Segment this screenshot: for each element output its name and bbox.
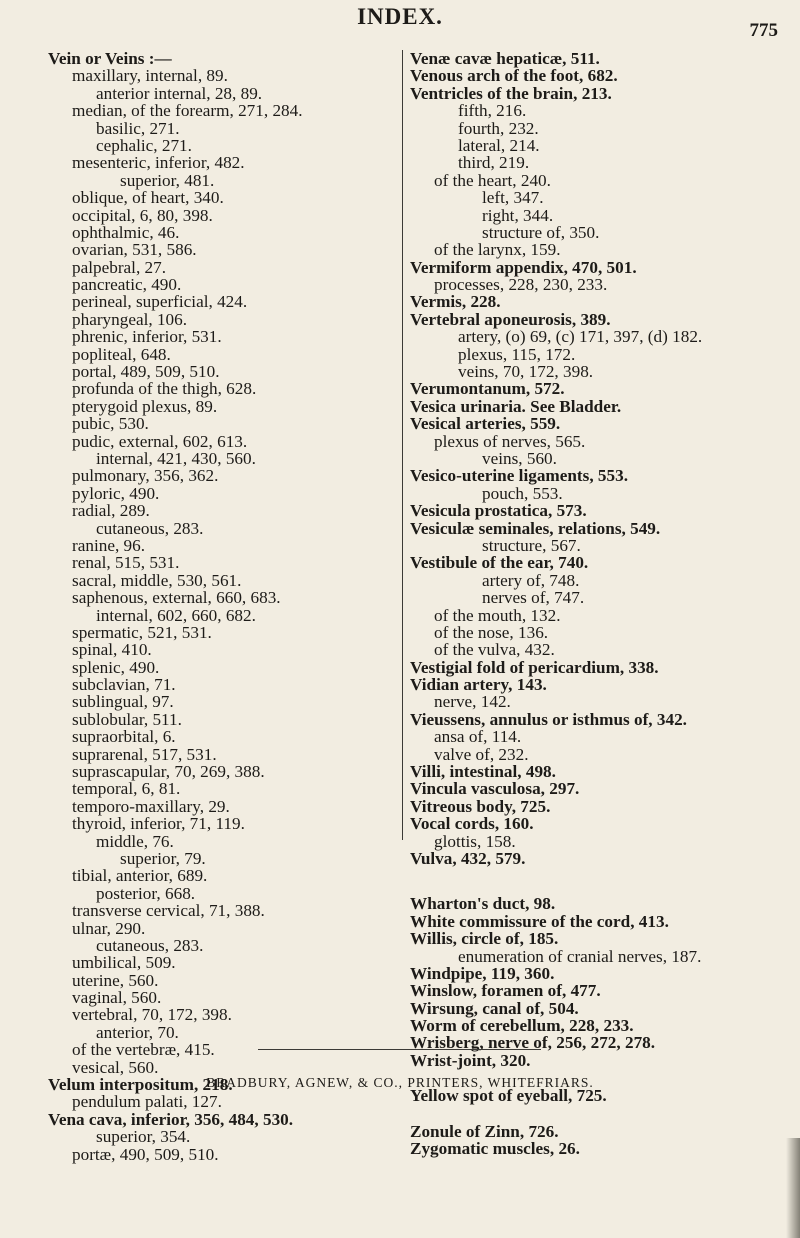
index-subentry: valve of, 232. bbox=[434, 744, 529, 764]
index-subentry: thyroid, inferior, 71, 119. bbox=[72, 814, 245, 834]
index-subentry: sacral, middle, 530, 561. bbox=[72, 570, 242, 590]
page-number: 775 bbox=[749, 20, 778, 41]
index-subentry: of the larynx, 159. bbox=[434, 240, 561, 260]
index-column-right bbox=[402, 49, 800, 1159]
index-subentry: occipital, 6, 80, 398. bbox=[72, 205, 213, 225]
index-subentry: ranine, 96. bbox=[72, 535, 146, 555]
index-subentry: lateral, 214. bbox=[458, 135, 540, 155]
index-entry: Wrist-joint, 320. bbox=[410, 1050, 531, 1070]
index-subentry: anterior, 70. bbox=[96, 1022, 179, 1042]
index-entry: Vitreous body, 725. bbox=[410, 796, 551, 816]
index-subentry: superior, 79. bbox=[120, 848, 206, 868]
index-subentry: fourth, 232. bbox=[458, 118, 539, 138]
index-subentry: median, of the forearm, 271, 284. bbox=[72, 101, 303, 121]
index-subentry: profunda of the thigh, 628. bbox=[72, 379, 257, 399]
index-entry: Vertebral aponeurosis, 389. bbox=[410, 309, 611, 329]
index-entry: Verumontanum, 572. bbox=[410, 379, 565, 399]
index-entry: Vulva, 432, 579. bbox=[410, 848, 526, 868]
index-subentry: pudic, external, 602, 613. bbox=[72, 431, 248, 451]
index-subentry: pancreatic, 490. bbox=[72, 275, 182, 295]
index-subentry: right, 344. bbox=[482, 205, 554, 225]
page-header bbox=[0, 0, 800, 40]
index-subentry: mesenteric, inferior, 482. bbox=[72, 153, 245, 173]
index-subentry: veins, 70, 172, 398. bbox=[458, 362, 594, 382]
index-subentry: ovarian, 531, 586. bbox=[72, 240, 197, 260]
index-entry: Velum interpositum, 218. bbox=[48, 1075, 233, 1095]
index-subentry: pouch, 553. bbox=[482, 483, 563, 503]
index-subentry: cephalic, 271. bbox=[96, 135, 192, 155]
index-subentry: plexus of nerves, 565. bbox=[434, 431, 586, 451]
index-entry: Venæ cavæ hepaticæ, 511. bbox=[410, 49, 600, 68]
index-subentry: vesical, 560. bbox=[72, 1057, 159, 1077]
index-subentry: portal, 489, 509, 510. bbox=[72, 362, 220, 382]
index-subentry: portæ, 490, 509, 510. bbox=[72, 1144, 219, 1164]
footer-rule bbox=[258, 1049, 541, 1050]
index-entry: Worm of cerebellum, 228, 233. bbox=[410, 1016, 634, 1036]
index-subentry: tibial, anterior, 689. bbox=[72, 866, 208, 886]
index-subentry: temporo-maxillary, 29. bbox=[72, 796, 230, 816]
index-entry: Vidian artery, 143. bbox=[410, 675, 547, 695]
running-head: INDEX. bbox=[357, 4, 443, 29]
index-subentry: maxillary, internal, 89. bbox=[72, 66, 228, 86]
index-entry: Vincula vasculosa, 297. bbox=[410, 779, 580, 799]
index-entry: Vocal cords, 160. bbox=[410, 814, 534, 834]
index-subentry: subclavian, 71. bbox=[72, 675, 176, 695]
index-subentry: fifth, 216. bbox=[458, 101, 527, 121]
index-subentry: basilic, 271. bbox=[96, 118, 180, 138]
index-subentry: of the vulva, 432. bbox=[434, 640, 555, 660]
index-subentry: popliteal, 648. bbox=[72, 344, 171, 364]
index-subentry: renal, 515, 531. bbox=[72, 553, 180, 573]
index-subentry: suprarenal, 517, 531. bbox=[72, 744, 217, 764]
index-subentry: transverse cervical, 71, 388. bbox=[72, 901, 265, 921]
index-subentry: processes, 228, 230, 233. bbox=[434, 275, 608, 295]
index-subentry: structure, 567. bbox=[482, 535, 581, 555]
index-subentry: posterior, 668. bbox=[96, 883, 196, 903]
index-entry: Vestibule of the ear, 740. bbox=[410, 553, 589, 573]
index-entry: White commissure of the cord, 413. bbox=[410, 911, 669, 931]
index-subentry: pharyngeal, 106. bbox=[72, 309, 188, 329]
index-subentry: spinal, 410. bbox=[72, 640, 152, 660]
index-subentry: uterine, 560. bbox=[72, 970, 159, 990]
index-subentry: of the nose, 136. bbox=[434, 622, 549, 642]
index-entry: Zygomatic muscles, 26. bbox=[410, 1139, 580, 1159]
index-subentry: artery, (o) 69, (c) 171, 397, (d) 182. bbox=[458, 327, 703, 347]
index-entry: Willis, circle of, 185. bbox=[410, 929, 559, 949]
index-entry: Vesica urinaria. See Bladder. bbox=[410, 396, 622, 416]
index-subentry: ulnar, 290. bbox=[72, 918, 146, 938]
index-entry: Vesiculæ seminales, relations, 549. bbox=[410, 518, 661, 538]
index-entry: Vermiform appendix, 470, 501. bbox=[410, 257, 637, 277]
index-subentry: pterygoid plexus, 89. bbox=[72, 396, 218, 416]
index-subentry: cutaneous, 283. bbox=[96, 935, 204, 955]
index-entry: Vesicula prostatica, 573. bbox=[410, 501, 587, 521]
index-entry: Vestigial fold of pericardium, 338. bbox=[410, 657, 659, 677]
index-subentry: of the heart, 240. bbox=[434, 170, 551, 190]
index-subentry: structure of, 350. bbox=[482, 222, 600, 242]
index-subentry: sublobular, 511. bbox=[72, 709, 182, 729]
index-subentry: saphenous, external, 660, 683. bbox=[72, 588, 281, 608]
index-subentry: internal, 602, 660, 682. bbox=[96, 605, 256, 625]
index-subentry: pubic, 530. bbox=[72, 414, 149, 434]
index-entry: Wirsung, canal of, 504. bbox=[410, 998, 579, 1018]
index-subentry: radial, 289. bbox=[72, 501, 150, 521]
index-subentry: temporal, 6, 81. bbox=[72, 779, 181, 799]
index-subentry: of the mouth, 132. bbox=[434, 605, 561, 625]
index-entry: Zonule of Zinn, 726. bbox=[410, 1121, 559, 1141]
index-column-left bbox=[48, 50, 393, 1163]
index-subentry: plexus, 115, 172. bbox=[458, 344, 576, 364]
index-subentry: nerves of, 747. bbox=[482, 588, 585, 608]
index-subentry: supraorbital, 6. bbox=[72, 727, 176, 747]
index-subentry: ophthalmic, 46. bbox=[72, 222, 180, 242]
index-entry: Windpipe, 119, 360. bbox=[410, 963, 555, 983]
index-subentry: phrenic, inferior, 531. bbox=[72, 327, 222, 347]
index-subentry: glottis, 158. bbox=[434, 831, 516, 851]
printer-imprint: BRADBURY, AGNEW, & CO., PRINTERS, WHITEFRIARS. bbox=[206, 1075, 594, 1090]
index-entry: Vesical arteries, 559. bbox=[410, 414, 561, 434]
index-entry: Vieussens, annulus or isthmus of, 342. bbox=[410, 709, 687, 729]
index-entry: Vesico-uterine ligaments, 553. bbox=[410, 466, 628, 486]
page-edge-shadow bbox=[786, 1138, 800, 1238]
index-subentry: pendulum palati, 127. bbox=[72, 1092, 222, 1112]
index-entry: Wharton's duct, 98. bbox=[410, 894, 556, 914]
index-subentry: cutaneous, 283. bbox=[96, 518, 204, 538]
index-subentry: nerve, 142. bbox=[434, 692, 511, 712]
index-subentry: middle, 76. bbox=[96, 831, 174, 851]
index-entry: Villi, intestinal, 498. bbox=[410, 762, 556, 782]
index-entry: Venous arch of the foot, 682. bbox=[410, 66, 618, 86]
index-entry: Vermis, 228. bbox=[410, 292, 501, 312]
index-subentry: artery of, 748. bbox=[482, 570, 580, 590]
index-subentry: oblique, of heart, 340. bbox=[72, 188, 224, 208]
index-subentry: umbilical, 509. bbox=[72, 953, 176, 973]
index-subentry: third, 219. bbox=[458, 153, 530, 173]
index-subentry: suprascapular, 70, 269, 388. bbox=[72, 762, 265, 782]
index-entry: Winslow, foramen of, 477. bbox=[410, 981, 601, 1001]
index-entry: Vein or Veins :— bbox=[48, 49, 172, 68]
index-subentry: pulmonary, 356, 362. bbox=[72, 466, 219, 486]
index-entry: Yellow spot of eyeball, 725. bbox=[410, 1086, 607, 1106]
index-subentry: veins, 560. bbox=[482, 448, 557, 468]
index-subentry: perineal, superficial, 424. bbox=[72, 292, 248, 312]
index-subentry: palpebral, 27. bbox=[72, 257, 167, 277]
index-entry: Wrisberg, nerve of, 256, 272, 278. bbox=[410, 1033, 656, 1053]
index-subentry: superior, 354. bbox=[96, 1127, 191, 1147]
index-subentry: of the vertebræ, 415. bbox=[72, 1040, 215, 1060]
index-subentry: ansa of, 114. bbox=[434, 727, 522, 747]
index-entry: Ventricles of the brain, 213. bbox=[410, 83, 612, 103]
index-subentry: enumeration of cranial nerves, 187. bbox=[458, 946, 702, 966]
index-subentry: internal, 421, 430, 560. bbox=[96, 448, 256, 468]
index-subentry: superior, 481. bbox=[120, 170, 215, 190]
index-subentry: vertebral, 70, 172, 398. bbox=[72, 1005, 232, 1025]
index-subentry: left, 347. bbox=[482, 188, 544, 208]
index-subentry: sublingual, 97. bbox=[72, 692, 174, 712]
index-subentry: pyloric, 490. bbox=[72, 483, 160, 503]
index-subentry: splenic, 490. bbox=[72, 657, 160, 677]
index-subentry: spermatic, 521, 531. bbox=[72, 622, 212, 642]
index-subentry: vaginal, 560. bbox=[72, 988, 162, 1008]
index-subentry: anterior internal, 28, 89. bbox=[96, 83, 263, 103]
index-entry: Vena cava, inferior, 356, 484, 530. bbox=[48, 1109, 294, 1129]
